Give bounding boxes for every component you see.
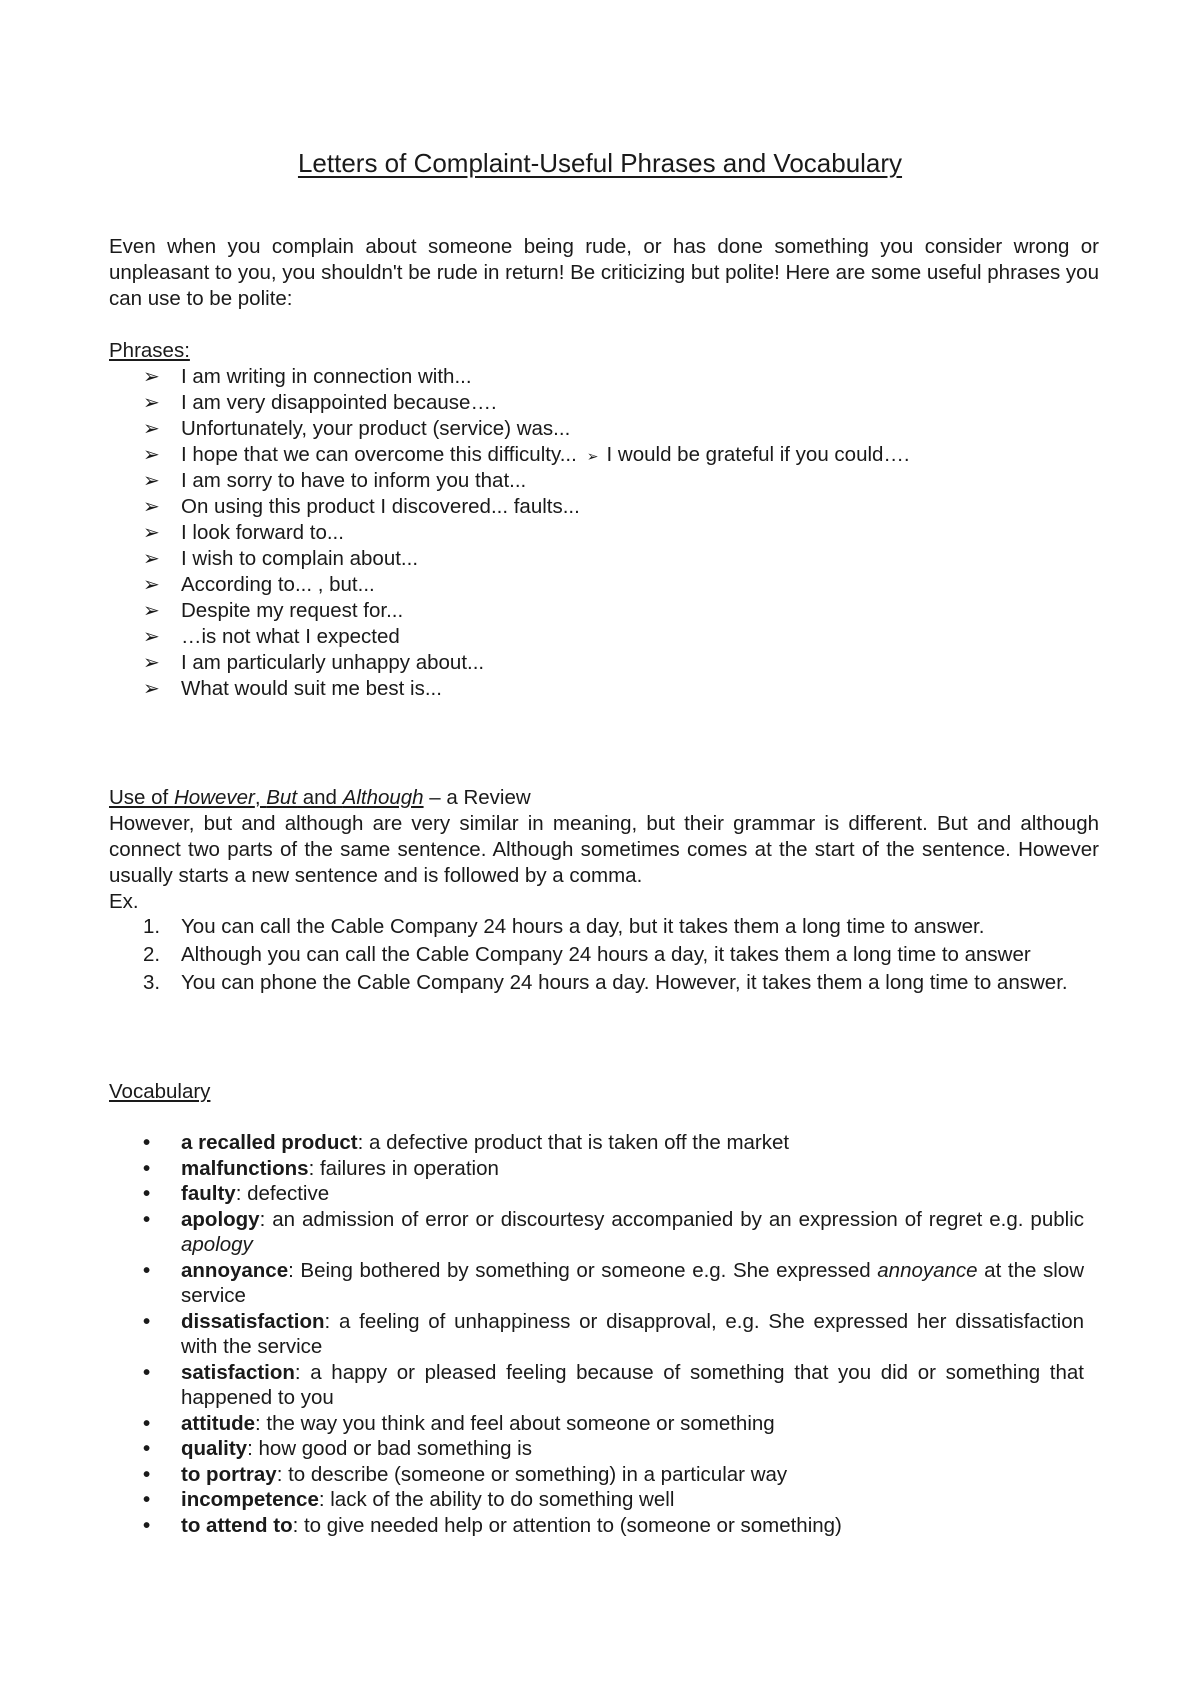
bullet-icon: • — [143, 1258, 151, 1282]
bullet-icon: • — [143, 1411, 151, 1435]
vocabulary-definition: : how good or bad something is — [247, 1437, 532, 1460]
arrow-bullet-icon: ➢ — [143, 496, 160, 518]
vocabulary-term: satisfaction — [181, 1360, 295, 1384]
phrase-text: According to... , but... — [181, 573, 375, 596]
arrow-bullet-icon: ➢ — [143, 678, 160, 700]
review-heading-however: However — [173, 786, 255, 809]
phrase-item — [109, 442, 1099, 468]
phrase-text: I am writing in connection with... — [181, 365, 472, 388]
arrow-bullet-icon: ➢ — [143, 444, 160, 466]
example-item — [109, 914, 1099, 940]
phrase-item — [109, 494, 1099, 520]
phrase-text: I wish to complain about... — [181, 547, 419, 570]
phrases-list — [109, 364, 1099, 702]
vocabulary-item — [109, 1411, 1084, 1437]
phrase-text: On using this product I discovered... faults... — [181, 495, 580, 518]
vocabulary-term: to attend to — [181, 1513, 293, 1537]
review-body: However, but and although are very similar in meaning, but their grammar is different. But and although connect two parts of the same sentence. Although sometimes comes at the start of the sentence. However usually starts a new sentence and is followed by a comma. — [109, 812, 1099, 887]
phrase-item — [109, 676, 1099, 702]
bullet-icon: • — [143, 1437, 151, 1460]
vocabulary-item — [109, 1130, 1084, 1156]
phrase-text: I am sorry to have to inform you that... — [181, 469, 527, 492]
arrow-bullet-icon: ➢ — [143, 574, 160, 596]
vocabulary-definition-end: at the slow service — [181, 1258, 1084, 1307]
example-number: 1. — [143, 915, 161, 938]
arrow-bullet-icon: ➢ — [143, 392, 160, 414]
review-section — [109, 785, 1099, 915]
vocabulary-item — [109, 1436, 1084, 1462]
phrase-text-secondary: I would be grateful if you could…. — [606, 443, 910, 466]
example-number: 2. — [143, 943, 161, 966]
phrase-item — [109, 546, 1099, 572]
vocabulary-definition: : lack of the ability to do something well — [318, 1488, 675, 1511]
phrase-item — [109, 598, 1099, 624]
phrase-item — [109, 468, 1099, 494]
bullet-icon: • — [143, 1360, 151, 1384]
intro-paragraph: Even when you complain about someone being rude, or has done something you consider wrong or unpleasant to you, you shouldn't be rude in return! Be criticizing but polite! Here are some useful phrases you can use to be polite: — [109, 235, 1099, 310]
phrase-text: What would suit me best is... — [181, 677, 442, 700]
vocabulary-item — [109, 1513, 1084, 1539]
vocabulary-term: quality — [181, 1437, 248, 1460]
bullet-icon: • — [143, 1488, 151, 1511]
vocabulary-term: annoyance — [181, 1258, 289, 1282]
review-heading-comma: , — [254, 786, 267, 809]
example-item — [109, 942, 1099, 968]
bullet-icon: • — [143, 1156, 151, 1180]
vocabulary-definition: : an admission of error or discourtesy accompanied by an expression of regret e.g. public — [259, 1207, 1084, 1231]
vocabulary-item — [109, 1207, 1084, 1258]
vocabulary-item — [109, 1156, 1084, 1182]
vocabulary-item — [109, 1360, 1084, 1411]
vocabulary-term: incompetence — [181, 1488, 319, 1511]
bullet-icon: • — [143, 1182, 151, 1205]
vocabulary-term: faulty — [181, 1182, 236, 1205]
ex-label: Ex. — [109, 890, 139, 913]
vocabulary-definition: : defective — [235, 1182, 330, 1205]
review-heading-although: Although — [342, 786, 424, 809]
vocabulary-definition: : to give needed help or attention to (someone or something) — [292, 1513, 842, 1537]
review-heading-but: But — [266, 786, 298, 809]
bullet-icon: • — [143, 1131, 151, 1154]
vocabulary-example-word: apology — [181, 1233, 253, 1256]
example-text: Although you can call the Cable Company 24 hours a day, it takes them a long time to answer — [181, 943, 1031, 966]
example-text: You can phone the Cable Company 24 hours a day. However, it takes them a long time to answer. — [181, 971, 1068, 994]
phrase-item — [109, 416, 1099, 442]
phrase-text: I am very disappointed because…. — [181, 391, 497, 414]
vocabulary-term: apology — [181, 1207, 260, 1231]
arrow-bullet-icon: ➢ — [143, 548, 160, 570]
examples-list — [109, 914, 1099, 998]
review-heading — [109, 785, 1099, 811]
example-text: You can call the Cable Company 24 hours a day, but it takes them a long time to answer. — [181, 915, 985, 938]
vocabulary-definition: : failures in operation — [308, 1156, 499, 1180]
vocabulary-definition: : a defective product that is taken off the market — [357, 1131, 790, 1154]
vocabulary-heading: Vocabulary — [109, 1080, 211, 1103]
phrase-text: I am particularly unhappy about... — [181, 651, 485, 674]
arrow-bullet-icon: ➢ — [143, 626, 160, 648]
vocabulary-term: attitude — [181, 1411, 256, 1435]
review-heading-suffix: – a Review — [423, 786, 531, 809]
arrow-bullet-icon: ➢ — [143, 522, 160, 544]
vocabulary-list — [109, 1130, 1084, 1538]
vocabulary-term: dissatisfaction — [181, 1309, 325, 1333]
vocabulary-definition: : a feeling of unhappiness or disapproval, e.g. She expressed her dissatisfaction with the service — [181, 1309, 1084, 1358]
review-heading-and: and — [297, 786, 343, 809]
inline-arrow-icon: ➢ — [586, 448, 599, 464]
vocabulary-example-word: annoyance — [877, 1258, 978, 1282]
arrow-bullet-icon: ➢ — [143, 366, 160, 388]
bullet-icon: • — [143, 1309, 151, 1333]
vocabulary-definition: : Being bothered by something or someone e.g. She expressed — [288, 1258, 878, 1282]
arrow-bullet-icon: ➢ — [143, 418, 160, 440]
bullet-icon: • — [143, 1207, 151, 1231]
vocabulary-term: malfunctions — [181, 1156, 309, 1180]
vocabulary-item — [109, 1309, 1084, 1360]
phrase-item — [109, 572, 1099, 598]
bullet-icon: • — [143, 1513, 151, 1537]
example-item — [109, 970, 1099, 996]
phrases-heading: Phrases: — [109, 339, 190, 362]
vocabulary-item — [109, 1181, 1084, 1207]
arrow-bullet-icon: ➢ — [143, 652, 160, 674]
phrase-item — [109, 364, 1099, 390]
vocabulary-definition: : the way you think and feel about someone or something — [255, 1411, 775, 1435]
vocabulary-definition: : a happy or pleased feeling because of something that you did or something that happened to you — [181, 1360, 1084, 1409]
phrase-item — [109, 624, 1099, 650]
bullet-icon: • — [143, 1462, 151, 1486]
example-number: 3. — [143, 971, 161, 994]
phrase-text: I look forward to... — [181, 521, 344, 544]
vocabulary-item — [109, 1258, 1084, 1309]
arrow-bullet-icon: ➢ — [143, 470, 160, 492]
phrase-item — [109, 650, 1099, 676]
phrase-item — [109, 520, 1099, 546]
vocabulary-item — [109, 1462, 1084, 1488]
review-heading-prefix: Use of — [109, 786, 174, 809]
vocabulary-term: a recalled product — [181, 1131, 358, 1154]
phrase-text: Despite my request for... — [181, 599, 404, 622]
page-title: Letters of Complaint-Useful Phrases and Vocabulary — [297, 148, 903, 178]
phrase-text: …is not what I expected — [181, 625, 400, 648]
arrow-bullet-icon: ➢ — [143, 600, 160, 622]
phrase-text: I hope that we can overcome this difficulty... — [181, 443, 577, 466]
phrase-item — [109, 390, 1099, 416]
phrase-text: Unfortunately, your product (service) was... — [181, 417, 571, 440]
vocabulary-term: to portray — [181, 1462, 277, 1486]
vocabulary-item — [109, 1487, 1084, 1513]
vocabulary-definition: : to describe (someone or something) in a particular way — [276, 1462, 788, 1486]
